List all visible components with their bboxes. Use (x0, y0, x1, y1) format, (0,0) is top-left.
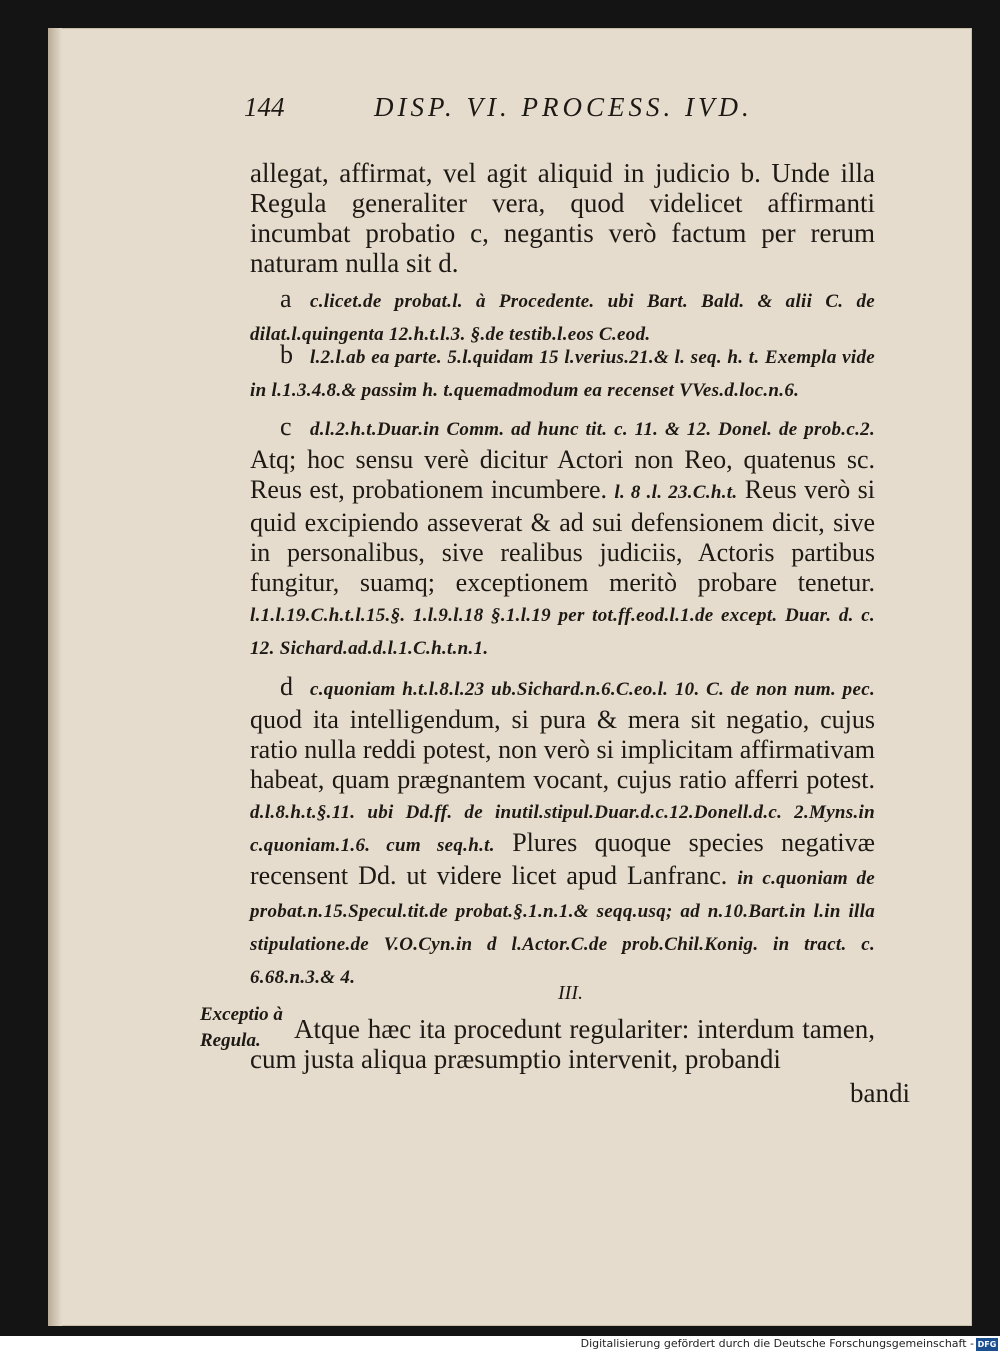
footnote-text: quod ita intelligendum, si pura & mera sit negatio, cujus ratio nulla reddi potest, non verò si implicitam affirmativam habeat, quam prægnantem vocant, cujus ratio afferri potest. (250, 705, 875, 794)
gutter-shadow (48, 28, 62, 1326)
section-number: III. (558, 982, 583, 1004)
footnote-text: Reus verò si quid excipiendo asseverat & ad sui defensionem dicit, sive in personalibus, sive realibus judiciis, Actoris partibus fungitur, suamq; exceptionem meritò probare tenetur. (250, 475, 875, 597)
citation: in c.quoniam de probat.n.15.Specul.tit.de probat.§.1.n.1.& seqq.usq; ad n.10.Bart.in l.in illa stipulatione.de V.O.Cyn.in d l.Actor.C.de prob.Chil.Konig. in tract. c. 6.68.n.3.& 4. (250, 868, 876, 988)
footnote-b (250, 340, 875, 406)
citation: c.licet.de probat.l. à Procedente. ubi Bart. Bald. & alii C. de dilat.l.quingenta 12.h.t.l.3. §.de testib.l.eos C.eod. (250, 291, 875, 345)
main-paragraph: allegat, affirmat, vel agit aliquid in judicio b. Unde illa Regula generaliter vera, quod videlicet affirmanti incumbat probatio c, negantis verò factum per rerum naturam nulla sit d. (250, 158, 875, 278)
footer-bar (0, 1336, 1000, 1354)
footnote-letter: a (280, 284, 292, 313)
section-paragraph: Atque hæc ita procedunt regulariter: interdum tamen, cum justa aliqua præsumptio intervenit, probandi (250, 1014, 875, 1074)
footnote-letter: b (280, 340, 293, 369)
footnote-text: Atq; hoc sensu verè dicitur Actori non Reo, quatenus sc. Reus est, probationem incumbere. (250, 445, 875, 504)
footnote-c (250, 412, 875, 664)
dfg-logo-icon: DFG (977, 1340, 997, 1349)
footnote-letter: d (280, 672, 293, 701)
footnote-letter: c (280, 412, 292, 441)
footer-credit: Digitalisierung gefördert durch die Deutsche Forschungsgemeinschaft - (580, 1337, 974, 1350)
page-number: 144 (244, 92, 285, 122)
header-title: DISP. VI. PROCESS. IVD. (374, 92, 753, 122)
citation: d.l.2.h.t.Duar.in Comm. ad hunc tit. c. 11. & 12. Donel. de prob.c.2. (310, 419, 875, 440)
citation: d.l.8.h.t.§.11. ubi Dd.ff. de inutil.stipul.Duar.d.c.12.Donell.d.c. 2.Myns.in c.quoniam.1.6. cum seq.h.t. (250, 802, 875, 856)
catchword: bandi (850, 1078, 910, 1108)
footnote-text: Plures quoque species negativæ recensent Dd. ut videre licet apud Lanfranc. (250, 828, 875, 890)
margin-note: Exceptio à Regula. (200, 1004, 283, 1051)
running-head (244, 92, 880, 124)
citation: l.2.l.ab ea parte. 5.l.quidam 15 l.verius.21.& l. seq. h. t. Exempla vide in l.1.3.4.8.& passim h. t.quemadmodum ea recenset VVes.d.loc.n.6. (250, 347, 875, 401)
citation: l.1.l.19.C.h.t.l.15.§. 1.l.9.l.18 §.1.l.19 per tot.ff.eod.l.1.de except. Duar. d. c. 12. Sichard.ad.d.l.1.C.h.t.n.1. (250, 605, 875, 659)
citation: c.quoniam h.t.l.8.l.23 ub.Sichard.n.6.C.eo.l. 10. C. de non num. pec. (310, 679, 875, 700)
footnote-d (250, 672, 875, 993)
citation: l. 8 .l. 23.C.h.t. (614, 482, 738, 503)
